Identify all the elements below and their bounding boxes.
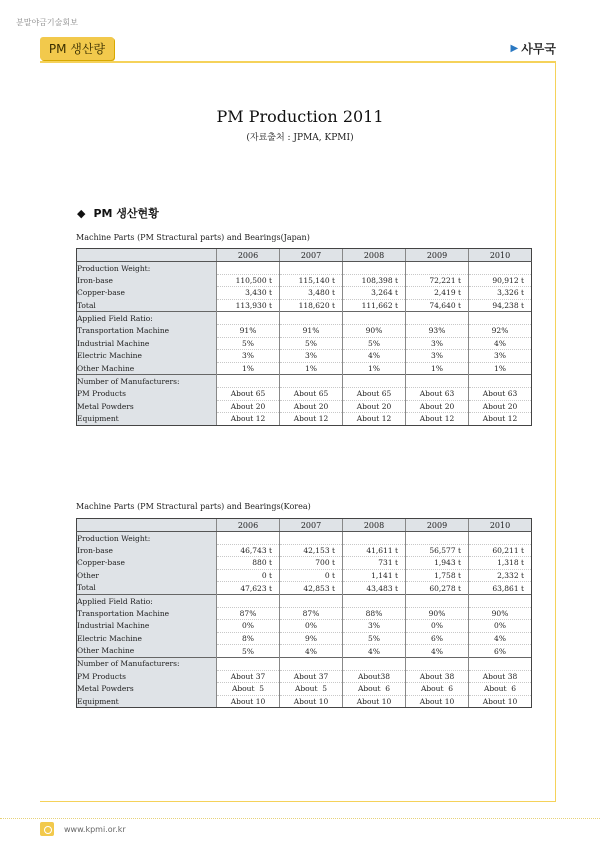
value-cell: About 10 — [343, 695, 406, 708]
value-cell: About 12 — [406, 413, 469, 426]
value-cell: About38 — [343, 670, 406, 683]
value-cell: 5% — [217, 645, 280, 658]
row-label: Equipment — [77, 695, 217, 708]
table-row — [77, 350, 532, 363]
production-table-korea — [76, 518, 532, 708]
empty-cell — [406, 262, 469, 275]
value-cell: 3,326 t — [469, 287, 532, 300]
empty-cell — [217, 312, 280, 325]
value-cell: 90% — [469, 607, 532, 620]
empty-cell — [217, 375, 280, 388]
department-label — [511, 40, 556, 57]
year-header: 2007 — [280, 519, 343, 532]
empty-cell — [280, 262, 343, 275]
value-cell: 5% — [217, 337, 280, 350]
value-cell: About 10 — [469, 695, 532, 708]
value-cell: 94,238 t — [469, 299, 532, 312]
year-header: 2008 — [343, 249, 406, 262]
table-row — [77, 607, 532, 620]
value-cell: 0% — [280, 620, 343, 633]
value-cell: 4% — [343, 350, 406, 363]
value-cell: 88% — [343, 607, 406, 620]
year-header: 2010 — [469, 519, 532, 532]
row-label: Equipment — [77, 413, 217, 426]
table-row — [77, 645, 532, 658]
value-cell: About 37 — [280, 670, 343, 683]
value-cell: 1% — [280, 362, 343, 375]
value-cell: About 5 — [280, 683, 343, 696]
group-row — [77, 532, 532, 545]
table-row — [77, 387, 532, 400]
value-cell: 43,483 t — [343, 582, 406, 595]
footer — [40, 822, 126, 836]
value-cell: About 20 — [406, 400, 469, 413]
table-row — [77, 695, 532, 708]
value-cell: 1% — [469, 362, 532, 375]
value-cell: About 12 — [217, 413, 280, 426]
diamond-bullet-icon: ◆ — [77, 206, 86, 220]
row-label: PM Products — [77, 670, 217, 683]
value-cell: 1,141 t — [343, 569, 406, 582]
value-cell: 1% — [343, 362, 406, 375]
row-label: Copper-base — [77, 557, 217, 570]
value-cell: 72,221 t — [406, 274, 469, 287]
value-cell: About 65 — [280, 387, 343, 400]
value-cell: 3,430 t — [217, 287, 280, 300]
value-cell: 4% — [406, 645, 469, 658]
row-label: Electric Machine — [77, 632, 217, 645]
value-cell: About 12 — [343, 413, 406, 426]
value-cell: 90% — [343, 324, 406, 337]
value-cell: 56,577 t — [406, 544, 469, 557]
value-cell: 3,264 t — [343, 287, 406, 300]
value-cell: About 10 — [280, 695, 343, 708]
value-cell: About 12 — [280, 413, 343, 426]
value-cell: 6% — [406, 632, 469, 645]
group-label: Production Weight: — [77, 532, 217, 545]
table-row — [77, 299, 532, 312]
value-cell: 3,480 t — [280, 287, 343, 300]
footer-url: www.kpmi.or.kr — [64, 824, 126, 834]
year-header: 2009 — [406, 249, 469, 262]
value-cell: 115,140 t — [280, 274, 343, 287]
row-label: Other Machine — [77, 362, 217, 375]
value-cell: About 12 — [469, 413, 532, 426]
value-cell: 6% — [469, 645, 532, 658]
row-label: Copper-base — [77, 287, 217, 300]
value-cell: 9% — [280, 632, 343, 645]
empty-cell — [469, 532, 532, 545]
header-row — [77, 519, 532, 532]
group-row — [77, 262, 532, 275]
table-row — [77, 544, 532, 557]
empty-cell — [217, 262, 280, 275]
value-cell: 8% — [217, 632, 280, 645]
table-row — [77, 400, 532, 413]
year-header: 2010 — [469, 249, 532, 262]
value-cell: 92% — [469, 324, 532, 337]
section-heading-text: PM 생산현황 — [93, 207, 159, 220]
empty-cell — [280, 375, 343, 388]
table-row — [77, 413, 532, 426]
year-header: 2006 — [217, 519, 280, 532]
value-cell: 93% — [406, 324, 469, 337]
value-cell: About 10 — [217, 695, 280, 708]
value-cell: 4% — [280, 645, 343, 658]
year-header: 2006 — [217, 249, 280, 262]
value-cell: 3% — [280, 350, 343, 363]
value-cell: 1% — [406, 362, 469, 375]
value-cell: 0% — [469, 620, 532, 633]
empty-cell — [280, 657, 343, 670]
empty-cell — [343, 657, 406, 670]
row-label: Industrial Machine — [77, 620, 217, 633]
value-cell: 731 t — [343, 557, 406, 570]
value-cell: 3% — [469, 350, 532, 363]
group-label: Number of Manufacturers: — [77, 375, 217, 388]
empty-cell — [406, 312, 469, 325]
value-cell: About 10 — [406, 695, 469, 708]
value-cell: About 20 — [469, 400, 532, 413]
value-cell: 110,500 t — [217, 274, 280, 287]
row-label: Total — [77, 582, 217, 595]
group-row — [77, 312, 532, 325]
table-row — [77, 557, 532, 570]
value-cell: 111,662 t — [343, 299, 406, 312]
group-row — [77, 594, 532, 607]
group-label: Production Weight: — [77, 262, 217, 275]
value-cell: About 65 — [343, 387, 406, 400]
empty-cell — [280, 594, 343, 607]
row-label: Metal Powders — [77, 683, 217, 696]
value-cell: 108,398 t — [343, 274, 406, 287]
value-cell: 1,943 t — [406, 557, 469, 570]
table-row — [77, 274, 532, 287]
value-cell: 3% — [343, 620, 406, 633]
value-cell: 90% — [406, 607, 469, 620]
value-cell: About 5 — [217, 683, 280, 696]
value-cell: About 65 — [217, 387, 280, 400]
empty-cell — [217, 532, 280, 545]
row-label: Transportation Machine — [77, 607, 217, 620]
empty-cell — [343, 532, 406, 545]
year-header: 2007 — [280, 249, 343, 262]
value-cell: About 6 — [343, 683, 406, 696]
row-label: Total — [77, 299, 217, 312]
page-title: PM Production 2011 — [216, 107, 384, 126]
value-cell: 41,611 t — [343, 544, 406, 557]
value-cell: 4% — [469, 632, 532, 645]
value-cell: 60,278 t — [406, 582, 469, 595]
value-cell: 63,861 t — [469, 582, 532, 595]
value-cell: 2,419 t — [406, 287, 469, 300]
table-row — [77, 337, 532, 350]
empty-cell — [217, 657, 280, 670]
value-cell: 3% — [217, 350, 280, 363]
table-row — [77, 683, 532, 696]
value-cell: 0 t — [217, 569, 280, 582]
department-text: 사무국 — [521, 42, 556, 56]
empty-cell — [343, 312, 406, 325]
value-cell: 42,153 t — [280, 544, 343, 557]
value-cell: About 38 — [469, 670, 532, 683]
row-label: Other Machine — [77, 645, 217, 658]
empty-cell — [343, 262, 406, 275]
value-cell: 2,332 t — [469, 569, 532, 582]
value-cell: 91% — [217, 324, 280, 337]
value-cell: About 20 — [280, 400, 343, 413]
row-label: PM Products — [77, 387, 217, 400]
value-cell: About 20 — [343, 400, 406, 413]
value-cell: 42,853 t — [280, 582, 343, 595]
year-header: 2009 — [406, 519, 469, 532]
value-cell: 87% — [217, 607, 280, 620]
triangle-right-icon: ▶ — [510, 43, 519, 54]
table-row — [77, 620, 532, 633]
data-source: (자료출처 : JPMA, KPMI) — [246, 133, 354, 143]
group-label: Applied Field Ratio: — [77, 312, 217, 325]
empty-cell — [343, 594, 406, 607]
value-cell: About 38 — [406, 670, 469, 683]
row-label: Other — [77, 569, 217, 582]
value-cell: 47,623 t — [217, 582, 280, 595]
table-row — [77, 632, 532, 645]
value-cell: 87% — [280, 607, 343, 620]
value-cell: 1,318 t — [469, 557, 532, 570]
value-cell: About 63 — [469, 387, 532, 400]
value-cell: 0% — [406, 620, 469, 633]
journal-name: 분말야금기술회보 — [16, 18, 78, 27]
value-cell: 118,620 t — [280, 299, 343, 312]
value-cell: 3% — [406, 350, 469, 363]
value-cell: About 20 — [217, 400, 280, 413]
row-label: Transportation Machine — [77, 324, 217, 337]
empty-cell — [469, 594, 532, 607]
header-blank-cell — [77, 249, 217, 262]
section-tag: PM 생산량 — [40, 37, 114, 60]
row-label: Metal Powders — [77, 400, 217, 413]
empty-cell — [406, 532, 469, 545]
value-cell: 0% — [217, 620, 280, 633]
value-cell: About 37 — [217, 670, 280, 683]
table-row — [77, 670, 532, 683]
row-label: Iron-base — [77, 544, 217, 557]
table-caption-korea: Machine Parts (PM Stractural parts) and Bearings(Korea) — [76, 502, 311, 511]
table-row — [77, 362, 532, 375]
table-row — [77, 582, 532, 595]
value-cell: 5% — [343, 337, 406, 350]
value-cell: 60,211 t — [469, 544, 532, 557]
group-row — [77, 375, 532, 388]
table-caption-japan: Machine Parts (PM Stractural parts) and Bearings(Japan) — [76, 233, 310, 242]
value-cell: 74,640 t — [406, 299, 469, 312]
empty-cell — [469, 375, 532, 388]
value-cell: About 6 — [406, 683, 469, 696]
row-label: Industrial Machine — [77, 337, 217, 350]
table-row — [77, 324, 532, 337]
empty-cell — [406, 657, 469, 670]
value-cell: 1% — [217, 362, 280, 375]
empty-cell — [469, 312, 532, 325]
value-cell: 113,930 t — [217, 299, 280, 312]
header-blank-cell — [77, 519, 217, 532]
empty-cell — [406, 375, 469, 388]
kpmi-logo-icon — [40, 822, 54, 836]
year-header: 2008 — [343, 519, 406, 532]
value-cell: About 63 — [406, 387, 469, 400]
value-cell: 5% — [343, 632, 406, 645]
value-cell: About 6 — [469, 683, 532, 696]
empty-cell — [280, 312, 343, 325]
value-cell: 1,758 t — [406, 569, 469, 582]
value-cell: 5% — [280, 337, 343, 350]
empty-cell — [406, 594, 469, 607]
value-cell: 90,912 t — [469, 274, 532, 287]
header-row — [77, 249, 532, 262]
value-cell: 700 t — [280, 557, 343, 570]
group-row — [77, 657, 532, 670]
empty-cell — [469, 657, 532, 670]
empty-cell — [280, 532, 343, 545]
group-label: Number of Manufacturers: — [77, 657, 217, 670]
value-cell: 880 t — [217, 557, 280, 570]
value-cell: 46,743 t — [217, 544, 280, 557]
value-cell: 91% — [280, 324, 343, 337]
value-cell: 4% — [469, 337, 532, 350]
group-label: Applied Field Ratio: — [77, 594, 217, 607]
empty-cell — [469, 262, 532, 275]
empty-cell — [343, 375, 406, 388]
value-cell: 4% — [343, 645, 406, 658]
value-cell: 3% — [406, 337, 469, 350]
row-label: Iron-base — [77, 274, 217, 287]
empty-cell — [217, 594, 280, 607]
value-cell: 0 t — [280, 569, 343, 582]
table-row — [77, 569, 532, 582]
row-label: Electric Machine — [77, 350, 217, 363]
table-row — [77, 287, 532, 300]
production-table-japan — [76, 248, 532, 426]
section-heading — [77, 205, 159, 221]
footer-rule — [0, 818, 600, 819]
